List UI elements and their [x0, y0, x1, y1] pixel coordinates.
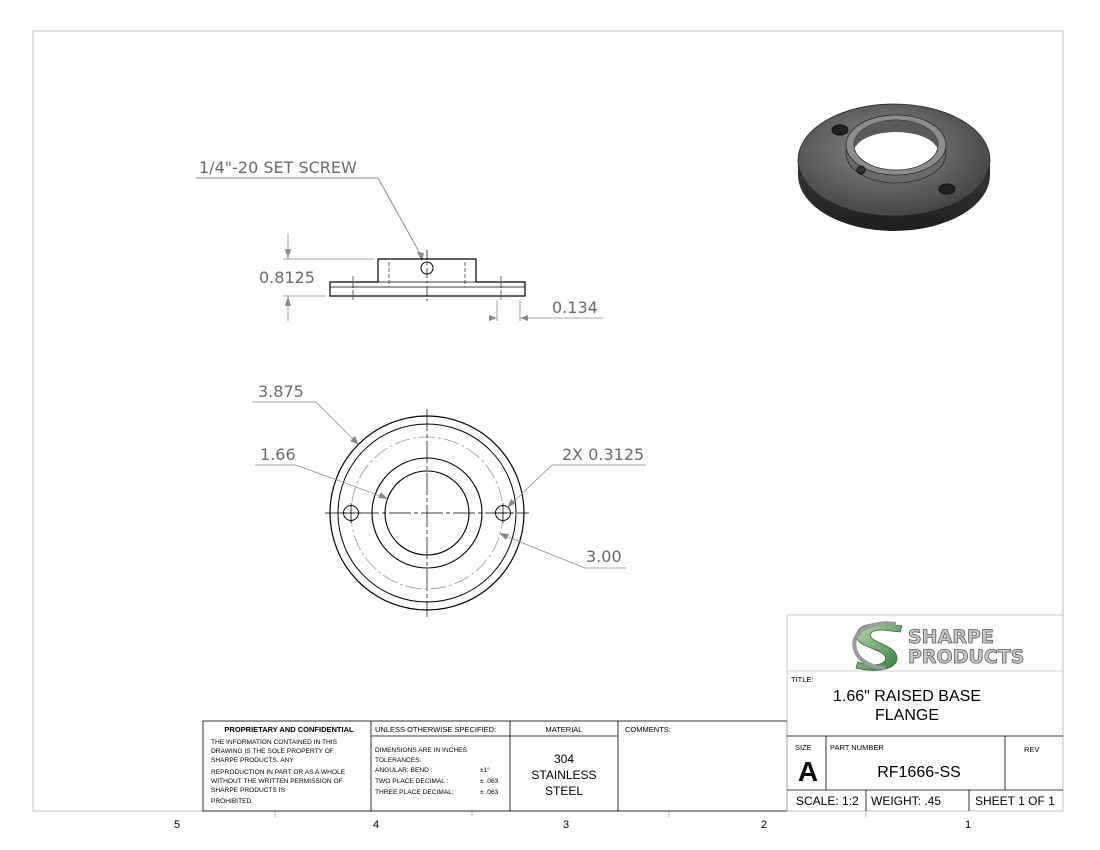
drawing-title: FLANGE: [874, 707, 940, 724]
proprietary-line: PROHIBITED.: [211, 798, 254, 805]
rev-label: REV: [1024, 745, 1040, 754]
title-label: TITLE:: [791, 675, 814, 684]
material-line: 304: [553, 752, 575, 766]
set-screw-label: 1/4"-20 SET SCREW: [199, 158, 357, 177]
proprietary-line: SHARPE PRODUCTS. ANY: [211, 757, 294, 764]
height-dimension: 0.8125: [259, 268, 315, 287]
zone-label-5: 5: [173, 819, 181, 831]
lip-dimension: 0.134: [552, 298, 598, 317]
tolerance-heading: UNLESS OTHERWISE SPECIFIED:: [375, 725, 497, 734]
proprietary-heading: PROPRIETARY AND CONFIDENTIAL: [224, 725, 354, 734]
part-number: RF1666-SS: [877, 764, 961, 781]
proprietary-line: SHARPE PRODUCTS IS: [211, 787, 286, 794]
tolerance-angular-label: ANGULAR: BEND :: [375, 767, 433, 774]
proprietary-line: THE INFORMATION CONTAINED IN THIS: [211, 739, 338, 746]
logo-line1: SHARPE: [908, 626, 994, 648]
hole-diameter-dimension: 2X 0.3125: [562, 445, 645, 464]
material-line: STEEL: [544, 784, 584, 798]
tolerance-line: TOLERANCES:: [375, 757, 422, 764]
top-view: [252, 382, 646, 617]
logo-line2: PRODUCTS: [908, 646, 1025, 668]
size-value: A: [797, 756, 819, 787]
scale-text: SCALE: 1:2: [796, 794, 859, 808]
tolerance-line: DIMENSIONS ARE IN INCHES: [375, 747, 467, 754]
size-label: SIZE: [795, 743, 812, 752]
zone-label-4: 4: [372, 819, 380, 831]
tolerance-two-place-label: TWO PLACE DECIMAL :: [375, 778, 449, 785]
inner-diameter-dimension: 1.66: [260, 445, 296, 464]
proprietary-line: DRAWING IS THE SOLE PROPERTY OF: [211, 748, 334, 755]
proprietary-line: WITHOUT THE WRITTEN PERMISSION OF: [211, 778, 343, 785]
tolerance-two-place-value: ± .063: [480, 778, 499, 785]
side-view: [196, 158, 603, 321]
tolerance-three-place-label: THREE PLACE DECIMAL:: [375, 789, 454, 796]
zone-label-1: 1: [964, 819, 972, 831]
material-heading: MATERIAL: [545, 725, 583, 734]
material-line: STAINLESS: [531, 768, 597, 782]
bolt-circle-dimension: 3.00: [586, 547, 622, 566]
zone-label-2: 2: [760, 819, 768, 831]
zone-markers: [174, 811, 971, 831]
part-number-label: PART NUMBER: [830, 743, 884, 752]
comments-heading: COMMENTS:: [625, 725, 671, 734]
tolerance-angular-value: ±1°: [480, 767, 490, 774]
sheet-text: SHEET 1 OF 1: [975, 794, 1055, 808]
tolerance-three-place-value: ± .063: [480, 789, 499, 796]
isometric-view: [798, 104, 990, 231]
outer-diameter-dimension: 3.875: [258, 382, 304, 401]
proprietary-line: REPRODUCTION IN PART OR AS A WHOLE: [211, 769, 346, 776]
sharpe-products-logo: [854, 623, 1024, 670]
drawing-title: 1.66" RAISED BASE: [833, 688, 981, 705]
weight-text: WEIGHT: .45: [871, 794, 942, 808]
zone-label-3: 3: [562, 819, 570, 831]
notes-table: [203, 721, 787, 811]
